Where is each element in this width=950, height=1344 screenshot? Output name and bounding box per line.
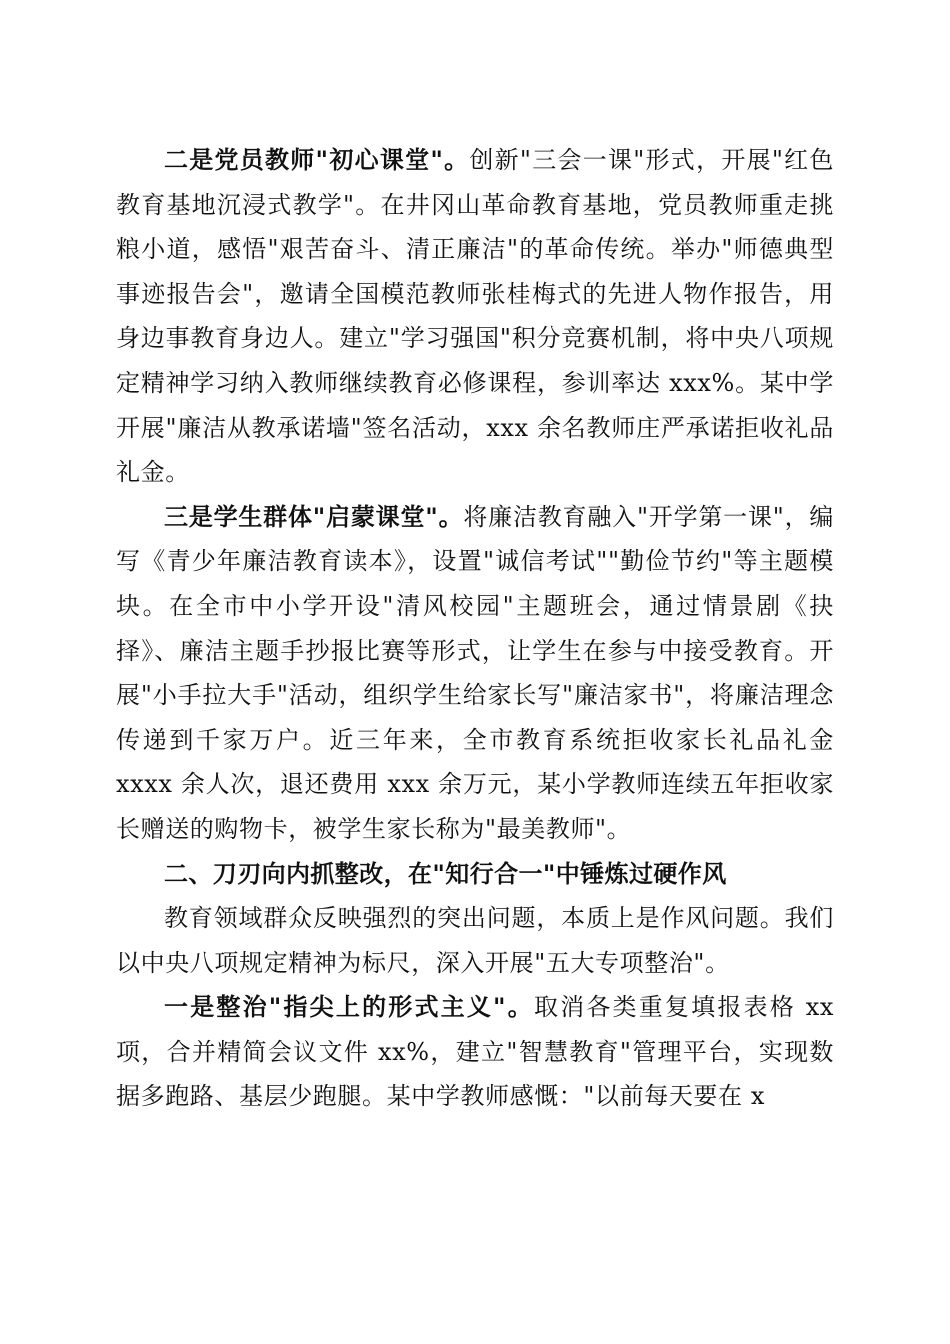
paragraph-body: 取消各类重复填报表格 xx 项，合并精简会议文件 xx%，建立"智慧教育"管理平台，实现数据多跑路、基层少跑腿。某中学教师感慨："以前每天要在 x (116, 993, 835, 1111)
paragraph-party-teachers (116, 138, 834, 495)
paragraph-body: 创新"三会一课"形式，开展"红色教育基地沉浸式教学"。在井冈山革命教育基地，党员教师重走挑粮小道，感悟"艰苦奋斗、清正廉洁"的革命传统。举办"师德典型事迹报告会"，邀请全国模范教师张桂梅式的先进人物作报告，用身边事教育身边人。建立"学习强国"积分竞赛机制，将中央八项规定精神学习纳入教师继续教育必修课程，参训率达 xxx%。某中学开展"廉洁从教承诺墙"签名活动，xxx 余名教师庄严承诺拒收礼品礼金。 (116, 146, 835, 487)
document-page (116, 138, 834, 1119)
paragraph-body: 将廉洁教育融入"开学第一课"，编写《青少年廉洁教育读本》，设置"诚信考试""勤俭节约"等主题模块。在全市中小学开设"清风校园"主题班会，通过情景剧《抉择》、廉洁主题手抄报比赛等形式，让学生在参与中接受教育。开展"小手拉大手"活动，组织学生给家长写"廉洁家书"，将廉洁理念传递到千家万户。近三年来，全市教育系统拒收家长礼品礼金 xxxx 余人次，退还费用 xxx 余万元，某小学教师连续五年拒收家长赠送的购物卡，被学生家长称为"最美教师"。 (116, 502, 834, 843)
section-heading: 二、刀刃向内抓整改，在"知行合一"中锤炼过硬作风 (164, 859, 727, 888)
paragraph-lead: 三是学生群体"启蒙课堂"。 (164, 502, 464, 531)
paragraph-lead: 一是整治"指尖上的形式主义"。 (164, 993, 534, 1022)
paragraph-item-one (116, 985, 834, 1119)
paragraph-lead: 二是党员教师"初心课堂"。 (164, 146, 470, 174)
section-intro: 教育领域群众反映强烈的突出问题，本质上是作风问题。我们以中央八项规定精神为标尺，深入开展"五大专项整治"。 (116, 904, 834, 977)
paragraph-students (116, 495, 834, 852)
